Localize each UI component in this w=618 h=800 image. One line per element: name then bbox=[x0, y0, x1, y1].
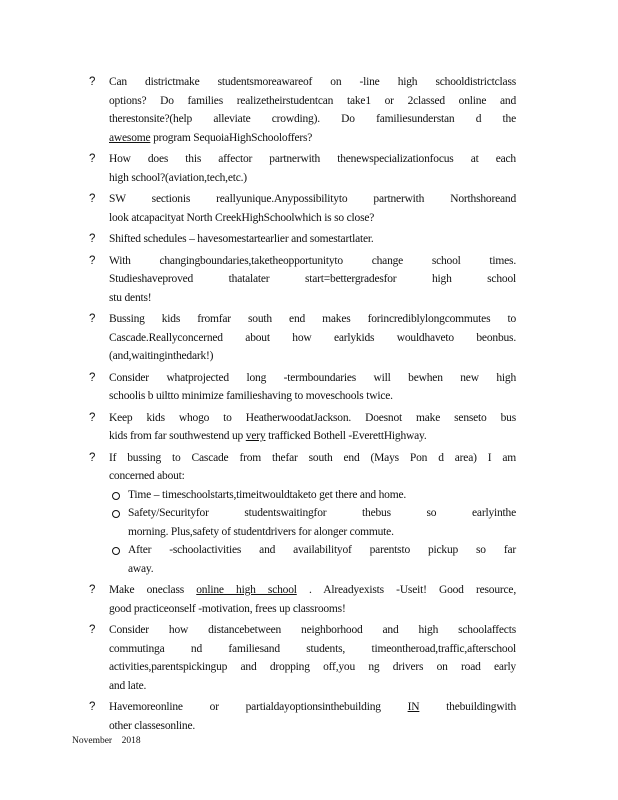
item-line: awesome program SequoiaHighSchooloffers? bbox=[109, 131, 313, 144]
sub-list-item bbox=[109, 486, 516, 505]
item-line: commutinga nd familiesand students, timeontheroad,traffic,afterschool bbox=[109, 642, 516, 655]
item-line: How does this affector partnerwith thenewspecializationfocus at each bbox=[109, 153, 516, 165]
circle-bullet-icon bbox=[112, 510, 120, 518]
item-line: If bussing to Cascade from thefar south end (Mays Pon d area) I am bbox=[109, 451, 516, 464]
footer-date: November 2018 bbox=[72, 736, 141, 746]
bullet-glyph: ? bbox=[89, 451, 96, 464]
item-line: Can districtmake studentsmoreawareof on -line high schooldistrictclass bbox=[109, 76, 516, 88]
bullet-glyph: ? bbox=[89, 624, 96, 636]
item-line: options? Do families realizetheirstudentcan take1 or 2classed online and bbox=[109, 94, 516, 107]
item-line: stu dents! bbox=[109, 291, 152, 304]
item-line: and late. bbox=[109, 679, 147, 692]
list-item bbox=[86, 581, 516, 618]
list-item bbox=[86, 190, 516, 227]
list-item bbox=[86, 369, 516, 406]
concern-sublist bbox=[109, 486, 516, 579]
item-line: high school?(aviation,tech,etc.) bbox=[109, 171, 247, 184]
list-item bbox=[86, 449, 516, 579]
item-line: morning. Plus,safety of studentdrivers for alonger commute. bbox=[128, 525, 394, 538]
item-line: Cascade.Reallyconcerned about how earlykids wouldhaveto beonbus. bbox=[109, 331, 516, 344]
item-line: Safety/Securityfor studentswaitingfor thebus so earlyinthe bbox=[128, 507, 516, 519]
item-line: good practiceonself -motivation, frees up classrooms! bbox=[109, 602, 346, 615]
item-line: SW sectionis reallyunique.Anypossibilityto partnerwith Northshoreand bbox=[109, 193, 516, 205]
list-item bbox=[86, 698, 516, 735]
bullet-glyph: ? bbox=[89, 193, 96, 205]
item-line: Shifted schedules – havesomestartearlier and somestartlater. bbox=[109, 233, 374, 245]
item-line: After -schoolactivities and availabilityof parentsto pickup so far bbox=[128, 544, 516, 556]
item-line: other classesonline. bbox=[109, 719, 196, 732]
list-item bbox=[86, 230, 516, 249]
item-line: Bussing kids fromfar south end makes forincrediblylongcommutes to bbox=[109, 313, 516, 325]
bullet-glyph: ? bbox=[89, 153, 96, 165]
item-line: (and,waitinginthedark!) bbox=[109, 350, 214, 362]
item-line: Time – timeschoolstarts,timeitwouldtaketo get there and home. bbox=[128, 488, 407, 501]
bullet-glyph: ? bbox=[89, 371, 96, 384]
item-line: activities,parentspickingup and dropping off,you ng drivers on road early bbox=[109, 661, 516, 673]
bullet-glyph: ? bbox=[89, 76, 96, 88]
item-line: look atcapacityat North CreekHighSchoolwhich is so close? bbox=[109, 211, 375, 224]
circle-bullet-icon bbox=[112, 492, 120, 500]
item-line: Studieshaveproved thatalater start=bettergradesfor high school bbox=[109, 273, 516, 285]
list-item bbox=[86, 73, 516, 147]
feedback-list bbox=[86, 73, 516, 738]
item-line: With changingboundaries,taketheopportunityto change school times. bbox=[109, 254, 516, 267]
item-line: Havemoreonline or partialdayoptionsinthebuilding IN thebuildingwith bbox=[109, 701, 516, 713]
circle-bullet-icon bbox=[112, 547, 120, 555]
item-line: Consider whatprojected long -termboundaries will bewhen new high bbox=[109, 371, 516, 384]
item-line: Make oneclass online high school . Alreadyexists -Useit! Good resource, bbox=[109, 584, 516, 596]
bullet-glyph: ? bbox=[89, 584, 96, 596]
bullet-glyph: ? bbox=[89, 233, 96, 245]
list-item bbox=[86, 252, 516, 308]
bullet-glyph: ? bbox=[89, 701, 96, 713]
item-line: therestonsite?(help alleviate crowding). Do familiesunderstan d the bbox=[109, 113, 516, 125]
sub-list-item bbox=[109, 504, 516, 541]
item-line: Keep kids whogo to HeatherwoodatJackson. Doesnot make senseto bus bbox=[109, 411, 516, 424]
bullet-glyph: ? bbox=[89, 411, 96, 424]
sub-list-item bbox=[109, 541, 516, 578]
item-line: Consider how distancebetween neighborhood and high schoolaffects bbox=[109, 624, 516, 636]
item-line: kids from far southwestend up very trafficked Bothell -EverettHighway. bbox=[109, 430, 427, 442]
list-item bbox=[86, 621, 516, 695]
bullet-glyph: ? bbox=[89, 313, 96, 325]
list-item bbox=[86, 409, 516, 446]
list-item bbox=[86, 150, 516, 187]
list-item bbox=[86, 310, 516, 366]
bullet-glyph: ? bbox=[89, 254, 96, 267]
item-line: concerned about: bbox=[109, 470, 185, 482]
item-line: away. bbox=[128, 562, 154, 575]
item-line: schoolis b uiltto minimize familieshaving to moveschools twice. bbox=[109, 390, 393, 402]
